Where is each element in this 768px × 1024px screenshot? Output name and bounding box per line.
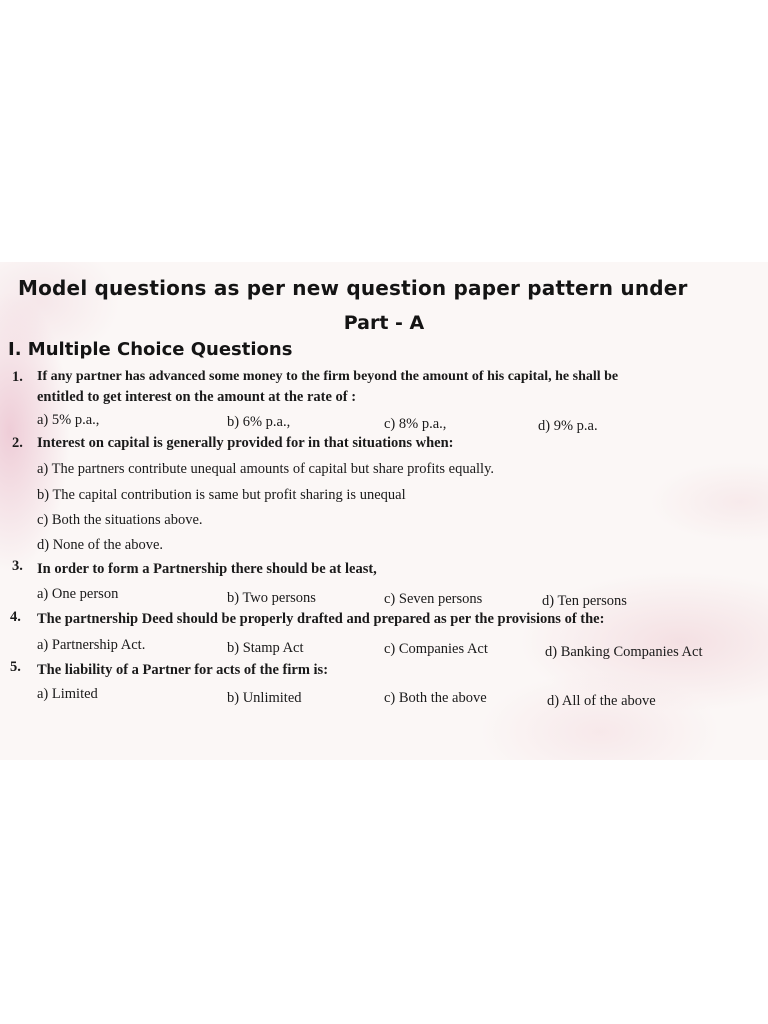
document-title: Model questions as per new question paper pattern under [18,276,688,300]
question-text-continued: entitled to get interest on the amount at the rate of : [37,389,357,405]
option-a: a) The partners contribute unequal amounts of capital but share profits equally. [37,461,495,477]
option-d: d) None of the above. [37,537,164,553]
option-c: c) Companies Act [384,641,488,657]
section-heading: I. Multiple Choice Questions [8,339,293,360]
option-a: a) Limited [37,686,98,702]
option-a: a) One person [37,586,119,602]
option-a: a) Partnership Act. [37,637,146,653]
question-text: The liability of a Partner for acts of the firm is: [37,662,329,678]
option-d: d) All of the above [547,693,656,709]
question-text: In order to form a Partnership there should be at least, [37,561,377,577]
option-b: b) Unlimited [227,690,302,706]
question-text: Interest on capital is generally provided for in that situations when: [37,435,454,451]
question-number: 3. [12,558,23,574]
part-heading: Part - A [343,312,425,334]
option-b: b) 6% p.a., [227,414,291,430]
option-c: c) Both the above [384,690,487,706]
question-number: 5. [10,659,21,675]
option-d: d) 9% p.a. [538,418,598,434]
question-number: 4. [10,609,21,625]
question-text: The partnership Deed should be properly drafted and prepared as per the provisions of the: [37,611,605,627]
option-d: d) Ten persons [542,593,627,609]
option-b: b) Two persons [227,590,316,606]
option-c: c) 8% p.a., [384,416,447,432]
question-text: If any partner has advanced some money to the firm beyond the amount of his capital, he shall be [37,369,619,384]
question-number: 2. [12,435,23,451]
option-b: b) The capital contribution is same but profit sharing is unequal [37,487,406,503]
option-d: d) Banking Companies Act [545,644,703,660]
option-a: a) 5% p.a., [37,412,100,428]
option-b: b) Stamp Act [227,640,304,656]
option-c: c) Seven persons [384,591,483,607]
question-number: 1. [12,369,23,385]
option-c: c) Both the situations above. [37,512,203,528]
paper-sheet [0,262,768,760]
